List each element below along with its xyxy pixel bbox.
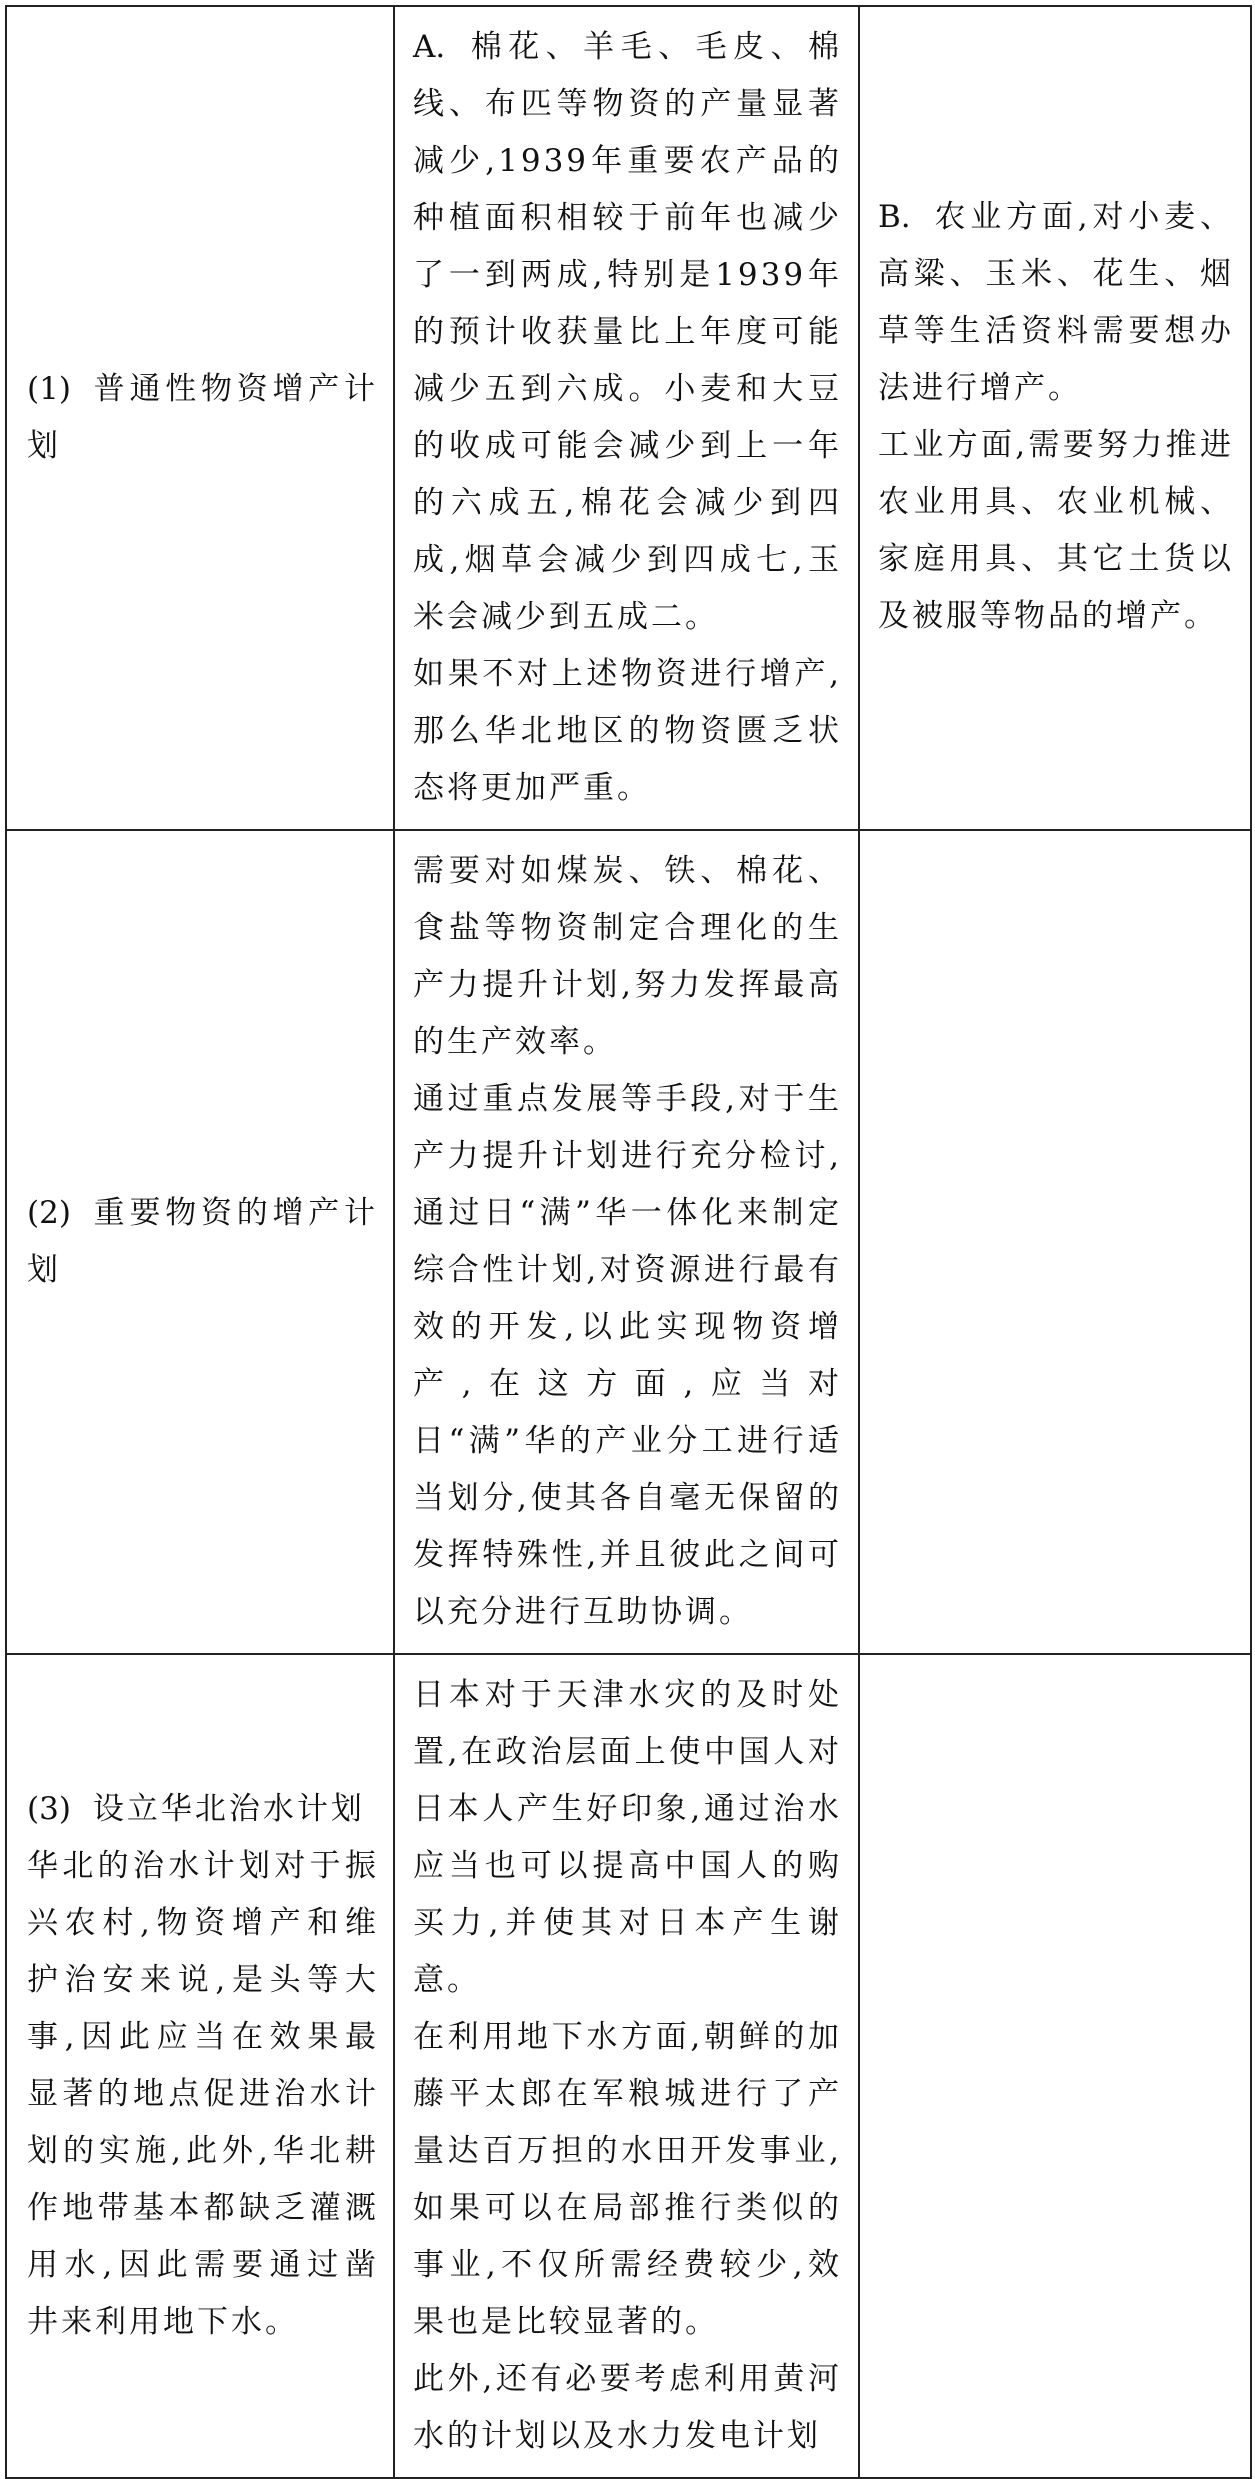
table-row-2 (6, 830, 1251, 1654)
table-row-1 (6, 6, 1251, 830)
row-3-right-cell (859, 1654, 1251, 2478)
row-3-middle-cell (394, 1654, 859, 2478)
row-3-middle-paragraph-2: 在利用地下水方面,朝鲜的加藤平太郎在军粮城进行了产量达百万担的水田开发事业,如果可以在局部推行类似的事业,不仅所需经费较少,效果也是比较显著的。 (413, 2019, 842, 2340)
row-1-title: 普通性物资增产计划 (27, 371, 379, 464)
row-3-label-body: 华北的治水计划对于振兴农村,物资增产和维护治安来说,是头等大事,因此应当在效果最显著的地点促进治水计划的实施,此外,华北耕作地带基本都缺乏灌溉用水,因此需要通过凿井来利用地下水。 (27, 1848, 379, 2340)
row-2-middle-paragraph-2: 通过重点发展等手段,对于生产力提升计划进行充分检讨,通过日“满”华一体化来制定综合性计划,对资源进行最有效的开发,以此实现物资增产,在这方面,应当对日“满”华的产业分工进行适当划分,使其各自毫无保留的发挥特殊性,并且彼此之间可以充分进行互助协调。 (413, 1081, 842, 1630)
row-3-title: 设立华北治水计划 (92, 1791, 365, 1827)
row-3-middle-paragraph-3: 此外,还有必要考虑利用黄河水的计划以及水力发电计划 (413, 2361, 842, 2454)
row-2-number: (2) (27, 1195, 71, 1231)
row-1-label-cell (6, 6, 394, 830)
row-2-middle-paragraph-1: 需要对如煤炭、铁、棉花、食盐等物资制定合理化的生产力提升计划,努力发挥最高的生产效率。 (413, 853, 842, 1060)
row-1-right-text-1: 农业方面,对小麦、高粱、玉米、花生、烟草等生活资料需要想办法进行增产。 (878, 199, 1234, 406)
row-1-middle-marker: A. (413, 29, 446, 65)
row-1-label (27, 361, 379, 475)
row-3-label (27, 1781, 379, 1838)
row-1-number: (1) (27, 371, 71, 407)
table-row-3 (6, 1654, 1251, 2478)
row-1-right-cell (859, 6, 1251, 830)
row-2-label (27, 1185, 379, 1299)
row-2-middle-cell (394, 830, 859, 1654)
row-1-right-paragraph-1 (878, 189, 1234, 417)
row-1-middle-paragraph-1 (413, 19, 842, 646)
document-table (5, 5, 1252, 2479)
row-2-label-cell (6, 830, 394, 1654)
row-2-title: 重要物资的增产计划 (27, 1195, 379, 1288)
row-2-right-cell (859, 830, 1251, 1654)
row-3-label-cell (6, 1654, 394, 2478)
row-1-middle-cell (394, 6, 859, 830)
row-1-middle-text-1: 棉花、羊毛、毛皮、棉线、布匹等物资的产量显著减少,1939年重要农产品的种植面积相较于前年也减少了一到两成,特别是1939年的预计收获量比上年度可能减少五到六成。小麦和大豆的收成可能会减少到上一年的六成五,棉花会减少到四成,烟草会减少到四成七,玉米会减少到五成二。 (413, 29, 842, 635)
row-1-middle-paragraph-2: 如果不对上述物资进行增产,那么华北地区的物资匮乏状态将更加严重。 (413, 656, 842, 806)
row-1-right-marker: B. (878, 199, 911, 235)
row-3-middle-paragraph-1: 日本对于天津水灾的及时处置,在政治层面上使中国人对日本人产生好印象,通过治水应当也可以提高中国人的购买力,并使其对日本产生谢意。 (413, 1677, 842, 1998)
row-1-right-paragraph-2: 工业方面,需要努力推进农业用具、农业机械、家庭用具、其它土货以及被服等物品的增产。 (878, 427, 1234, 634)
row-3-number: (3) (27, 1791, 71, 1827)
